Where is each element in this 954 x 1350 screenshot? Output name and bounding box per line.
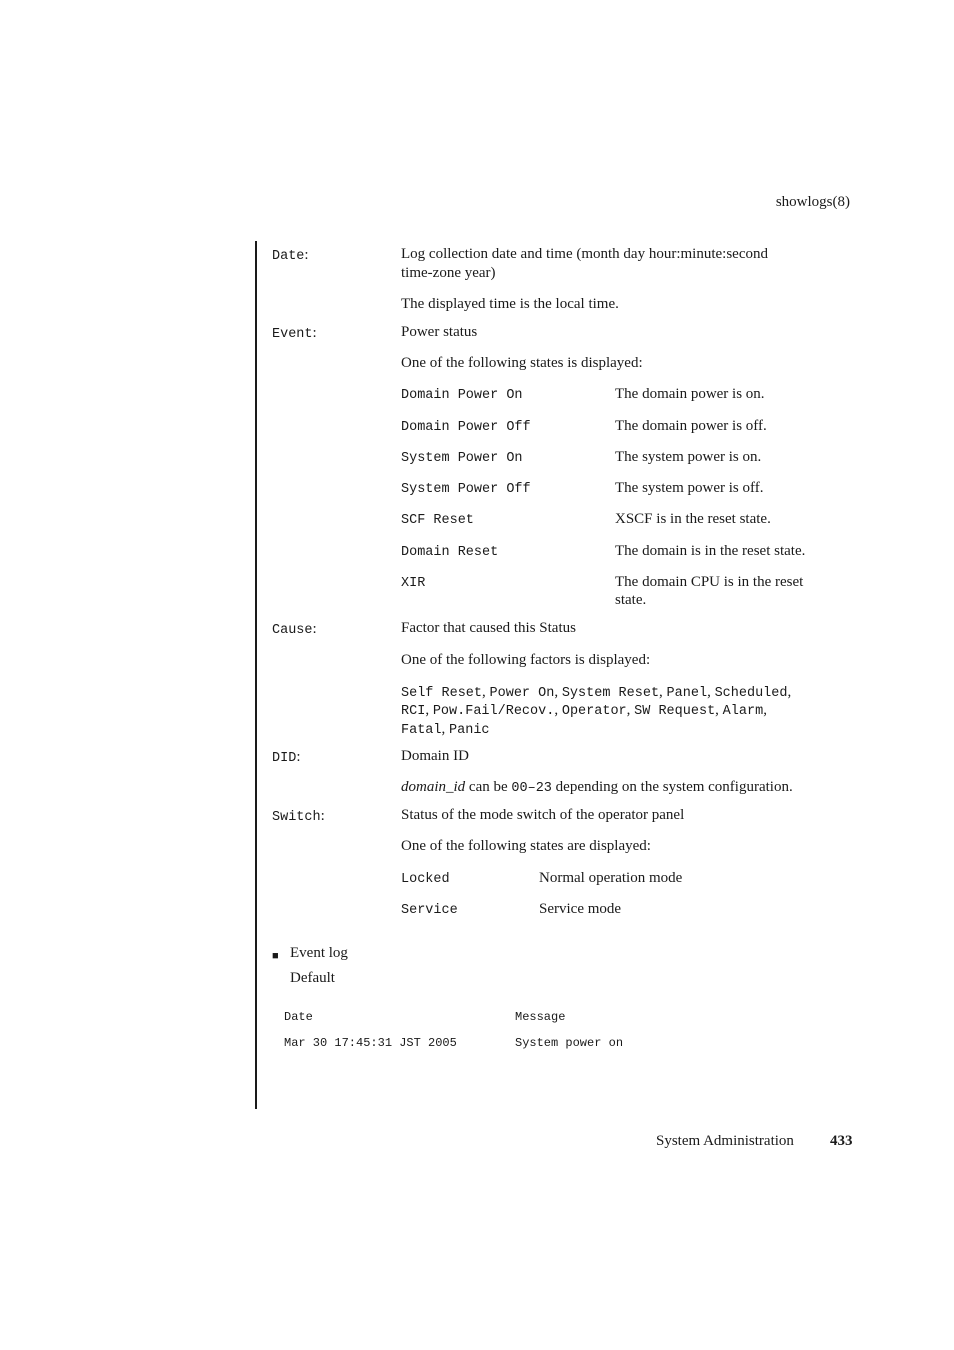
did-note-end: depending on the system configuration. — [551, 779, 793, 795]
event-state-name: System Power Off — [401, 482, 531, 497]
event-state-name: System Power On — [401, 451, 523, 466]
term-date-name: Date — [272, 249, 305, 264]
cause-factor: Panic — [449, 723, 490, 738]
did-note-range: 00–23 — [511, 781, 552, 796]
event-state-desc: The system power is off. — [615, 480, 764, 496]
cause-factors-line2 — [401, 702, 767, 719]
running-header: showlogs(8) — [775, 194, 850, 210]
log-row-date: Mar 30 17:45:31 JST 2005 — [284, 1036, 457, 1050]
term-event-name: Event — [272, 327, 313, 342]
factor-separator: , — [715, 702, 719, 718]
term-date — [272, 247, 309, 264]
event-state-desc: XSCF is in the reset state. — [615, 511, 771, 527]
term-did-name: DID — [272, 751, 297, 766]
cause-factor: Operator — [561, 704, 627, 719]
term-switch-colon: : — [320, 808, 325, 824]
cause-factor: Self Reset — [401, 686, 483, 701]
date-desc-line2: time-zone year) — [401, 265, 496, 281]
did-note — [401, 779, 793, 796]
switch-state-name: Locked — [401, 872, 450, 887]
term-did-colon: : — [296, 749, 301, 765]
event-state-name: Domain Power Off — [401, 420, 531, 435]
cause-factor: Power On — [489, 686, 555, 701]
event-state-name: Domain Reset — [401, 545, 499, 560]
factor-separator: , — [554, 684, 559, 700]
factor-separator: , — [626, 702, 631, 718]
footer-title: System Administration — [656, 1133, 794, 1149]
event-state-desc: The domain power is off. — [615, 418, 767, 434]
factor-separator: , — [659, 684, 663, 700]
cause-factor: RCI — [401, 704, 426, 719]
event-state-desc: The domain is in the reset state. — [615, 543, 806, 559]
event-log-subtitle: Default — [290, 970, 335, 986]
cause-factors-line1 — [401, 684, 791, 701]
change-bar — [255, 241, 257, 1109]
switch-state-name: Service — [401, 903, 458, 918]
cause-factor: Fatal — [401, 723, 442, 738]
term-cause — [272, 621, 317, 638]
cause-factor: Pow.Fail/Recov. — [432, 704, 555, 719]
log-header-message: Message — [515, 1010, 566, 1024]
event-state-name: Domain Power On — [401, 388, 523, 403]
switch-desc: Status of the mode switch of the operator panel — [401, 807, 685, 823]
event-state-desc-line1: The domain CPU is in the reset — [615, 574, 804, 590]
event-intro: One of the following states is displayed: — [401, 355, 643, 371]
switch-state-desc: Service mode — [539, 901, 622, 917]
factor-separator: , — [554, 702, 559, 718]
page-number: 433 — [830, 1133, 853, 1149]
term-switch — [272, 808, 325, 825]
factor-separator: , — [763, 702, 767, 718]
factor-separator: , — [482, 684, 486, 700]
factor-separator: , — [787, 684, 792, 700]
cause-factor: System Reset — [561, 686, 660, 701]
switch-state-desc: Normal operation mode — [539, 870, 683, 886]
cause-factor: SW Request — [634, 704, 716, 719]
factor-separator: , — [707, 684, 711, 700]
cause-factors-line3 — [401, 721, 490, 738]
event-state-desc: The domain power is on. — [615, 386, 765, 402]
term-event-colon: : — [312, 325, 317, 341]
factor-separator: , — [425, 702, 430, 718]
log-header-date: Date — [284, 1010, 313, 1024]
term-did — [272, 749, 300, 766]
did-note-mid: can be — [465, 779, 512, 795]
did-desc: Domain ID — [401, 748, 469, 764]
term-cause-colon: : — [312, 621, 317, 637]
cause-factor: Panel — [666, 686, 708, 701]
date-desc-line1: Log collection date and time (month day hour:minute:second — [401, 246, 768, 262]
cause-factor: Scheduled — [714, 686, 788, 701]
date-note: The displayed time is the local time. — [401, 296, 619, 312]
event-state-desc: The system power is on. — [615, 449, 762, 465]
event-log-title: Event log — [290, 945, 348, 961]
log-row-message: System power on — [515, 1036, 624, 1050]
term-date-colon: : — [304, 247, 309, 263]
event-state-desc-line2: state. — [615, 592, 647, 608]
did-note-variable: domain_id — [401, 779, 466, 795]
cause-intro: One of the following factors is displayed: — [401, 652, 651, 668]
switch-intro: One of the following states are displayed: — [401, 838, 651, 854]
term-switch-name: Switch — [272, 810, 321, 825]
event-desc: Power status — [401, 324, 478, 340]
cause-desc: Factor that caused this Status — [401, 620, 576, 636]
term-event — [272, 325, 317, 342]
event-state-name: XIR — [401, 576, 426, 591]
cause-factor: Alarm — [722, 704, 764, 719]
term-cause-name: Cause — [272, 623, 313, 638]
event-state-name: SCF Reset — [401, 513, 474, 528]
factor-separator: , — [441, 721, 446, 737]
bullet-square-icon: ■ — [272, 950, 279, 962]
